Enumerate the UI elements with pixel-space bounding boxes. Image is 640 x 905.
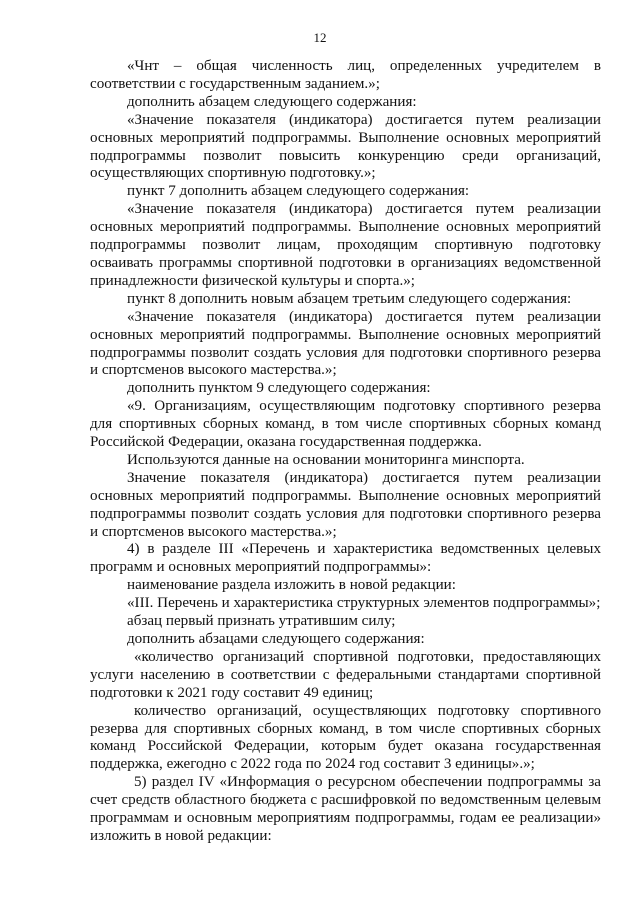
paragraph: «III. Перечень и характеристика структурных элементов подпрограммы»;	[127, 595, 601, 612]
paragraph: наименование раздела изложить в новой редакции:	[127, 577, 456, 594]
paragraph: Значение показателя (индикатора) достигается путем реализации основных мероприятий подпрограммы. Выполнение основных мероприятий подпрограммы позволит создать условия для подготовки спортивного резерва и спортсменов высокого мастерства.»;	[90, 469, 601, 540]
document-body	[90, 58, 601, 846]
paragraph: Используются данные на основании мониторинга минспорта.	[127, 451, 525, 468]
paragraph: количество организаций, осуществляющих подготовку спортивного резерва для спортивных сборных команд, в том числе спортивных сборных команд Российской Федерации, которым будет оказана государственная поддержка, ежегодно с 2022 года по 2024 год составит 3 единицы».»;	[90, 702, 601, 773]
paragraph: дополнить абзацем следующего содержания:	[127, 93, 417, 110]
paragraph: «количество организаций спортивной подготовки, предоставляющих услуги населению в соответствии с федеральными стандартами спортивной подготовки к 2021 году составит 49 единиц;	[90, 648, 601, 701]
paragraph: дополнить пунктом 9 следующего содержания:	[127, 380, 431, 397]
paragraph: абзац первый признать утратившим силу;	[127, 613, 396, 630]
paragraph: 4) в разделе III «Перечень и характеристика ведомственных целевых программ и основных мероприятий подпрограммы»:	[90, 541, 601, 576]
paragraph: «Значение показателя (индикатора) достигается путем реализации основных мероприятий подпрограммы. Выполнение основных мероприятий подпрограммы позволит лицам, проходящим спортивную подготовку осваивать программы спортивной подготовки в организациях ведомственной принадлежности физической культуры и спорта.»;	[90, 201, 601, 289]
paragraph: дополнить абзацами следующего содержания:	[127, 631, 425, 647]
paragraph: пункт 7 дополнить абзацем следующего содержания:	[127, 183, 470, 200]
paragraph: 5) раздел IV «Информация о ресурсном обеспечении подпрограммы за счет средств областного бюджета с расшифровкой по ведомственным целевым программам и основным мероприятиям подпрограммы, годам ее реализации» изложить в новой редакции:	[90, 774, 601, 844]
paragraph: «Значение показателя (индикатора) достигается путем реализации основных мероприятий подпрограммы. Выполнение основных мероприятий подпрограммы позволит создать условия для подготовки спортивного резерва и спортсменов высокого мастерства.»;	[90, 308, 601, 379]
page-number: 12	[313, 30, 327, 45]
paragraph: «9. Организациям, осуществляющим подготовку спортивного резерва для спортивных сборных команд, в том числе спортивных сборных команд Российской Федерации, оказана государственная поддержка.	[90, 398, 601, 451]
paragraph: «Чнт – общая численность лиц, определенных учредителем в соответствии с государственным заданием.»;	[90, 58, 601, 92]
paragraph: «Значение показателя (индикатора) достигается путем реализации основных мероприятий подпрограммы. Выполнение основных мероприятий подпрограммы позволит повысить конкуренцию среди организаций, осуществляющих спортивную подготовку.»;	[90, 111, 601, 182]
paragraph: пункт 8 дополнить новым абзацем третьим следующего содержания:	[127, 290, 572, 307]
